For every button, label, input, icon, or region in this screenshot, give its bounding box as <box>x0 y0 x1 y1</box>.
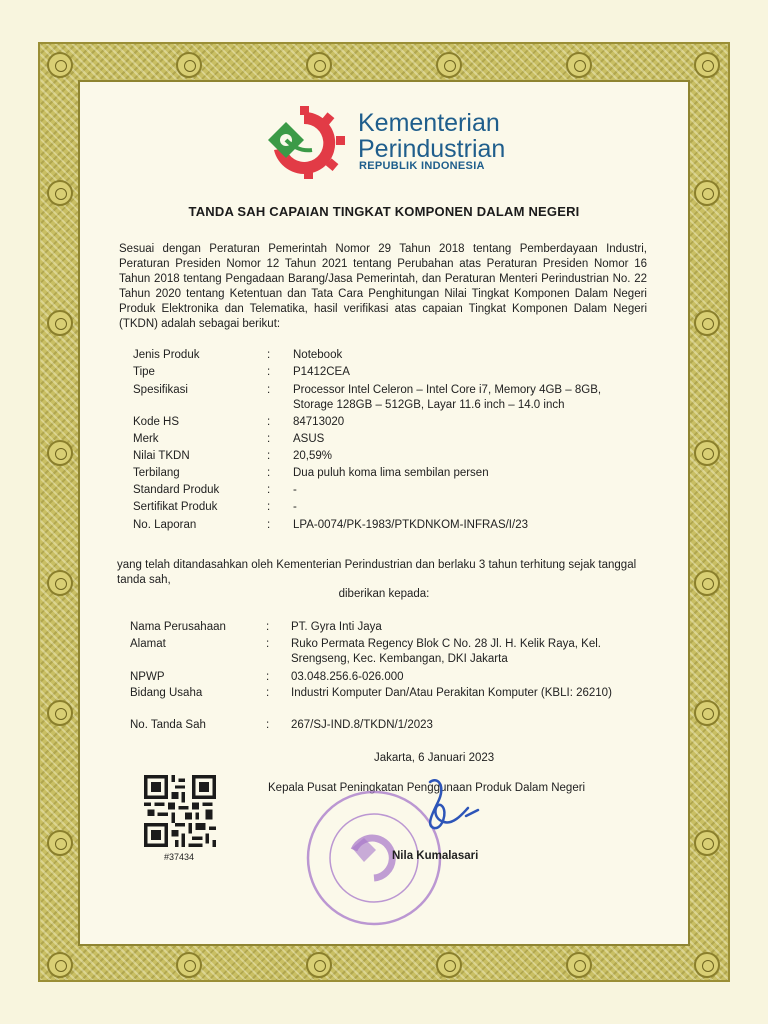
medallion-icon <box>47 830 73 856</box>
colon: : <box>267 519 271 531</box>
medallion-icon <box>694 440 720 466</box>
signing-office: Kepala Pusat Peningkatan Penggunaan Produk Dalam Negeri <box>268 782 586 794</box>
medallion-icon <box>176 52 202 78</box>
colon: : <box>266 621 270 633</box>
product-label: Kode HS <box>133 416 180 428</box>
company-value: 03.048.256.6-026.000 <box>291 671 404 683</box>
product-value: 84713020 <box>293 416 345 428</box>
medallion-icon <box>47 180 73 206</box>
company-label: Nama Perusahaan <box>130 621 226 633</box>
product-value: - <box>293 501 297 513</box>
company-label: Alamat <box>130 638 166 650</box>
product-label: Tipe <box>133 366 155 378</box>
product-label: Standard Produk <box>133 484 220 496</box>
colon: : <box>267 416 271 428</box>
company-value: Industri Komputer Dan/Atau Perakitan Komputer (KBLI: 26210) <box>291 687 612 699</box>
product-value: LPA-0074/PK-1983/PTKDNKOM-INFRAS/I/23 <box>293 519 528 531</box>
medallion-icon <box>306 52 332 78</box>
medallion-icon <box>694 700 720 726</box>
product-label: Merk <box>133 433 159 445</box>
logo-line-2: Perindustrian <box>358 135 506 163</box>
company-label: No. Tanda Sah <box>130 719 206 731</box>
given-to-heading: diberikan kepada: <box>338 588 430 600</box>
product-value: - <box>293 484 297 496</box>
medallion-icon <box>47 440 73 466</box>
product-value: P1412CEA <box>293 366 350 378</box>
medallion-icon <box>694 52 720 78</box>
product-value: Processor Intel Celeron – Intel Core i7, Memory 4GB – 8GB, Storage 128GB – 512GB, Layar 11.6 inch – 14.0 inch <box>293 384 602 411</box>
validity-paragraph: yang telah ditandasahkan oleh Kementerian Perindustrian dan berlaku 3 tahun terhitung sejak tanggal tanda sah, <box>117 559 637 586</box>
medallion-icon <box>694 310 720 336</box>
medallion-icon <box>694 180 720 206</box>
colon: : <box>266 719 270 731</box>
company-value: 267/SJ-IND.8/TKDN/1/2023 <box>291 719 433 731</box>
colon: : <box>267 450 271 462</box>
medallion-icon <box>436 52 462 78</box>
product-label: Spesifikasi <box>133 384 188 396</box>
colon: : <box>267 433 271 445</box>
medallion-icon <box>176 952 202 978</box>
colon: : <box>267 349 271 361</box>
ministry-logo-icon <box>264 106 348 180</box>
medallion-icon <box>47 700 73 726</box>
qr-code-icon <box>143 775 217 847</box>
certificate-title: TANDA SAH CAPAIAN TINGKAT KOMPONEN DALAM NEGERI <box>188 204 580 219</box>
company-label: Bidang Usaha <box>130 687 203 699</box>
product-label: No. Laporan <box>133 519 197 531</box>
medallion-icon <box>436 952 462 978</box>
colon: : <box>267 366 271 378</box>
qr-code-number: #37434 <box>164 852 195 862</box>
signer-name: Nila Kumalasari <box>392 850 479 862</box>
product-label: Terbilang <box>133 467 180 479</box>
medallion-icon <box>47 310 73 336</box>
colon: : <box>267 484 271 496</box>
logo-line-1: Kementerian <box>358 109 500 137</box>
medallion-icon <box>566 52 592 78</box>
product-label: Nilai TKDN <box>133 450 190 462</box>
product-label: Jenis Produk <box>133 349 200 361</box>
medallion-icon <box>694 952 720 978</box>
product-value: Dua puluh koma lima sembilan persen <box>293 467 489 479</box>
colon: : <box>267 467 271 479</box>
logo-line-3: REPUBLIK INDONESIA <box>359 160 485 172</box>
company-value: PT. Gyra Inti Jaya <box>291 621 382 633</box>
product-value: ASUS <box>293 433 325 445</box>
colon: : <box>266 687 270 699</box>
colon: : <box>267 501 271 513</box>
product-value: Notebook <box>293 349 343 361</box>
company-value: Ruko Permata Regency Blok C No. 28 Jl. H. Kelik Raya, Kel. Srengseng, Kec. Kembangan, DKI Jakarta <box>291 638 601 665</box>
medallion-icon <box>47 52 73 78</box>
medallion-icon <box>566 952 592 978</box>
colon: : <box>266 638 270 650</box>
medallion-icon <box>306 952 332 978</box>
colon: : <box>266 671 270 683</box>
medallion-icon <box>694 830 720 856</box>
product-value: 20,59% <box>293 450 333 462</box>
colon: : <box>267 384 271 396</box>
place-date: Jakarta, 6 Januari 2023 <box>374 752 495 764</box>
product-label: Sertifikat Produk <box>133 501 218 513</box>
signature-icon <box>408 772 488 842</box>
company-label: NPWP <box>130 671 165 683</box>
medallion-icon <box>47 952 73 978</box>
intro-paragraph: Sesuai dengan Peraturan Pemerintah Nomor 29 Tahun 2018 tentang Pemberdayaan Industri, Peraturan Presiden Nomor 12 Tahun 2021 tentang Perubahan atas Peraturan Presiden Nomor 16 Tahun 2018 tentang Pengadaan Barang/Jasa Pemerintah, dan Peraturan Menteri Perindustrian No. 22 Tahun 2020 tentang Ketentuan dan Tata Cara Penghitungan Nilai Tingkat Komponen Dalam Negeri Produk Elektronika dan Telematika, hasil verifikasi atas capaian Tingkat Komponen Dalam Negeri (TKDN) adalah sebagai berikut: <box>119 243 647 330</box>
